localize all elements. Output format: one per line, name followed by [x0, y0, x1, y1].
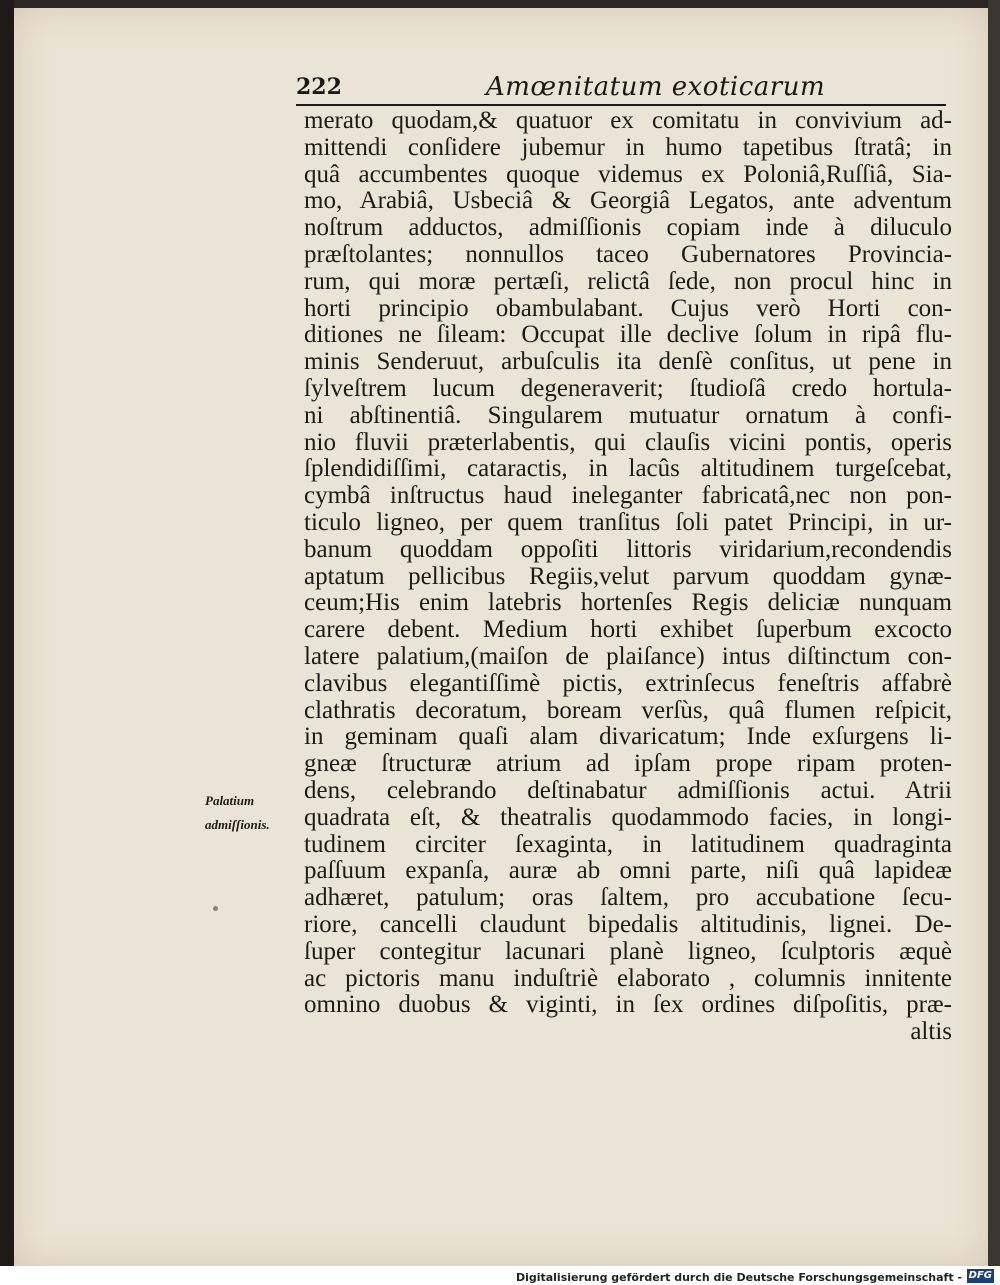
dfg-logo-icon: DFG	[968, 1270, 992, 1281]
text-line: nio fluvii præterlabentis, qui clauſis vicini pontis, operis	[304, 428, 952, 456]
text-line: ſylveſtrem lucum degeneraverit; ſtudioſâ credo hortula-	[304, 374, 952, 402]
text-line: tudinem circiter ſexaginta, in latitudinem quadraginta	[304, 830, 952, 858]
page-number: 222	[296, 74, 342, 100]
text-line: dens, celebrando deſtinabatur admiſſionis actui. Atrii	[304, 776, 952, 804]
text-line: horti principio obambulabant. Cujus verò Horti con-	[304, 294, 952, 322]
text-line: mo, Arabiâ, Usbeciâ & Georgiâ Legatos, ante adventum	[304, 187, 952, 215]
text-line: noſtrum adductos, admiſſionis copiam inde à diluculo	[304, 214, 952, 242]
text-line: præſtolantes; nonnullos taceo Gubernatores Provincia-	[304, 240, 952, 268]
text-line: latere palatium,(maiſon de plaiſance) intus diſtinctum con-	[304, 642, 952, 670]
marginal-note-line-2: admiſſionis.	[205, 817, 270, 832]
text-line: cymbâ inſtructus haud ineleganter fabricatâ,nec non pon-	[304, 482, 952, 510]
funding-credit: Digitalisierung gefördert durch die Deutsche Forschungsgemeinschaft -	[515, 1271, 962, 1284]
running-title: Amœnitatum exoticarum	[486, 72, 826, 102]
text-line: minis Senderuut, arbuſculis ita denſè conſitus, ut pene in	[304, 348, 952, 376]
text-line: merato quodam,& quatuor ex comitatu in convivium ad-	[304, 107, 952, 134]
text-line: ſplendidiſſimi, cataractis, in lacûs altitudinem turgeſcebat,	[304, 455, 952, 483]
text-line: ſuper contegitur lacunari planè ligneo, ſculptoris æquè	[304, 937, 952, 965]
text-line: quadrata eſt, & theatralis quodammodo facies, in longi-	[304, 803, 952, 831]
text-line: riore, cancelli claudunt bipedalis altitudinis, lignei. De-	[304, 910, 952, 938]
text-line: gneæ ſtructuræ atrium ad ipſam prope ripam proten-	[304, 750, 952, 778]
text-line: ni abſtinentiâ. Singularem mutuatur ornatum à confi-	[304, 401, 952, 429]
text-line: ceum;His enim latebris hortenſes Regis deliciæ nunquam	[304, 589, 952, 617]
text-line: aptatum pellicibus Regiis,velut parvum quoddam gynæ-	[304, 562, 952, 590]
footer-bar	[0, 1266, 1000, 1285]
ink-spot	[213, 906, 218, 911]
text-line: omnino duobus & viginti, in ſex ordines diſpoſitis, præ-	[304, 991, 952, 1019]
text-line: rum, qui moræ pertæſi, relictâ ſede, non procul hinc in	[304, 267, 952, 295]
catchword: altis	[910, 1018, 952, 1046]
text-line: clavibus elegantiſſimè pictis, extrinſecus feneſtris affabrè	[304, 669, 952, 697]
marginal-note	[205, 789, 305, 837]
scan-right-edge	[988, 0, 1000, 1285]
marginal-note-line-1: Palatium	[205, 793, 255, 808]
page-header	[296, 72, 946, 102]
text-line: mittendi conſidere jubemur in humo tapetibus ſtratâ; in	[304, 133, 952, 161]
text-line: adhæret, patulum; oras ſaltem, pro accubatione ſecu-	[304, 884, 952, 912]
text-line: ac pictoris manu induſtriè elaborato , columnis innitente	[304, 964, 952, 992]
body-text	[304, 108, 952, 1046]
text-line: banum quoddam oppoſiti littoris viridarium,recondendis	[304, 535, 952, 563]
text-line: ticulo ligneo, per quem tranſitus ſoli patet Principi, in ur-	[304, 508, 952, 536]
text-line: quâ accumbentes quoque videmus ex Poloniâ,Ruſſiâ, Sia-	[304, 160, 952, 188]
text-line: carere debent. Medium horti exhibet ſuperbum excocto	[304, 616, 952, 644]
scan-left-edge	[0, 0, 14, 1285]
text-line: paſſuum expanſa, auræ ab omni parte, niſi quâ lapideæ	[304, 857, 952, 885]
text-line: in geminam quaſi alam divaricatum; Inde exſurgens li-	[304, 723, 952, 751]
text-line: clathratis decoratum, boream verſùs, quâ flumen reſpicit,	[304, 696, 952, 724]
text-line: ditiones ne ſileam: Occupat ille declive ſolum in ripâ flu-	[304, 321, 952, 349]
header-rule	[296, 104, 946, 106]
